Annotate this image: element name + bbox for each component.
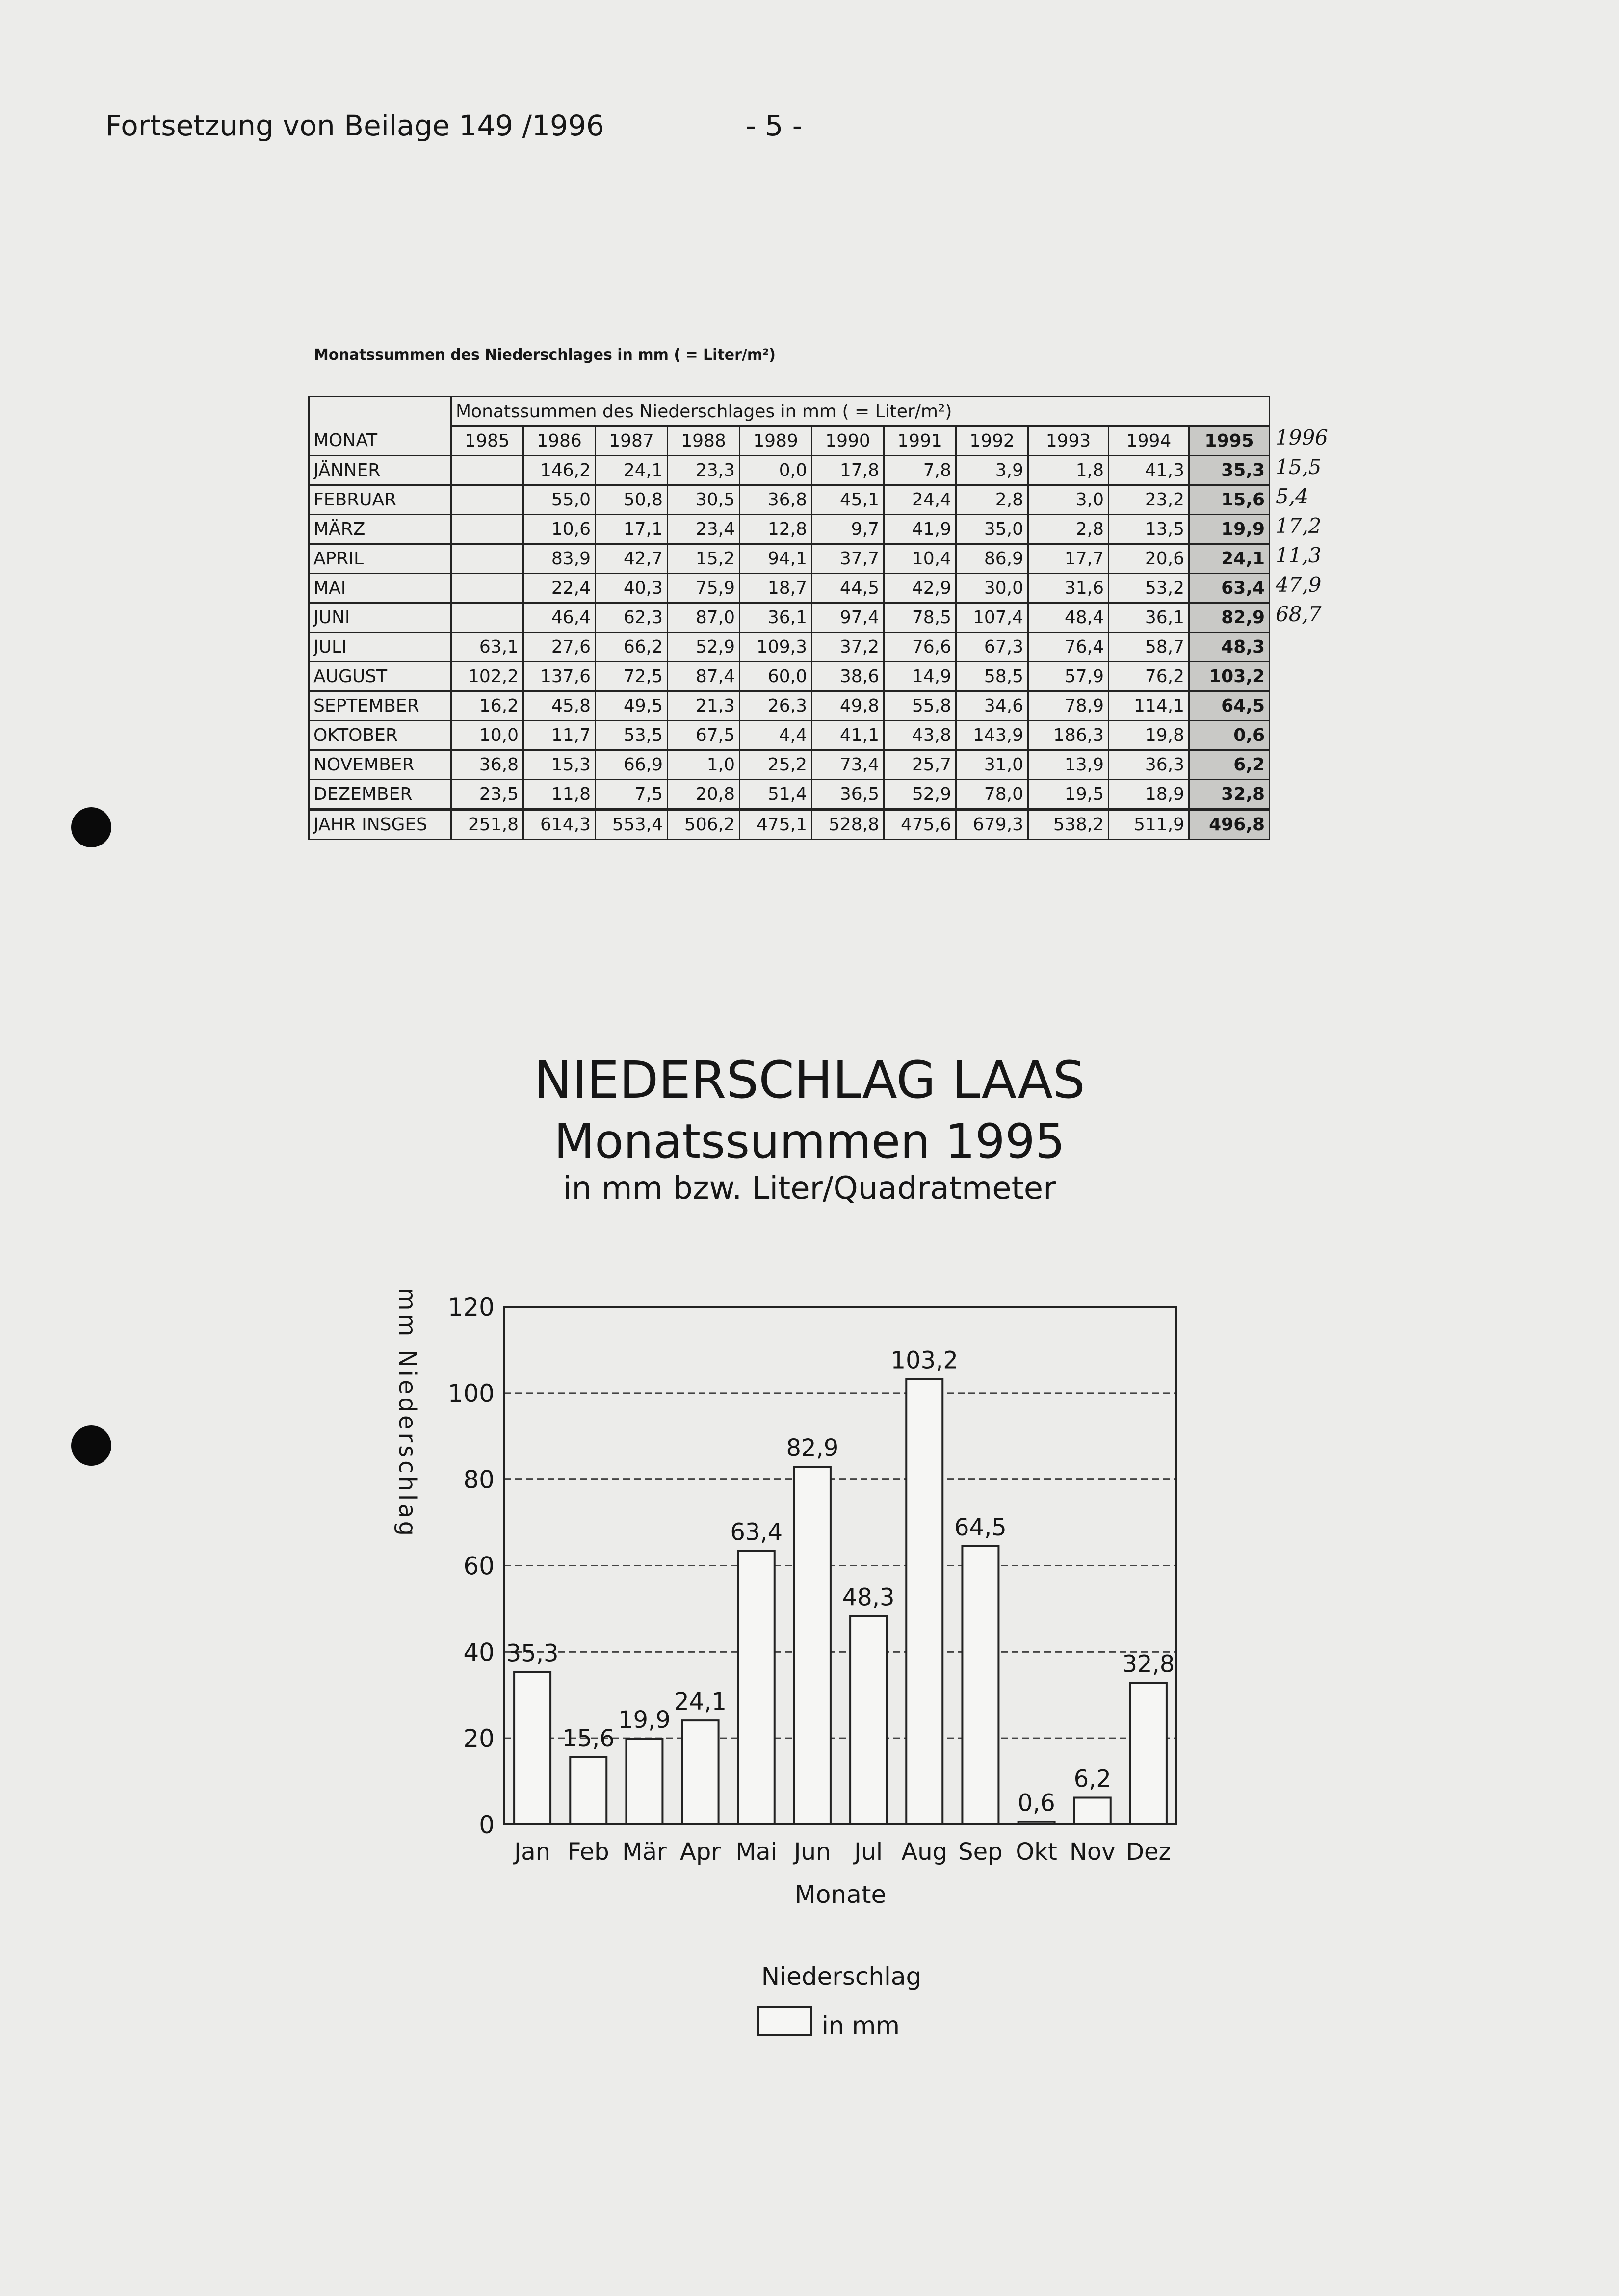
- value-cell: 7,8: [884, 456, 956, 485]
- value-cell: 20,8: [668, 780, 740, 810]
- value-cell: 87,4: [668, 662, 740, 691]
- bar-value-label: 63,4: [730, 1518, 783, 1546]
- value-cell: 78,0: [956, 780, 1028, 810]
- value-cell: 23,3: [668, 456, 740, 485]
- value-cell: 14,9: [884, 662, 956, 691]
- value-cell: 60,0: [740, 662, 812, 691]
- legend-swatch: [758, 2007, 811, 2035]
- value-cell: 37,2: [812, 633, 884, 662]
- year-column-header: 1993: [1028, 426, 1109, 456]
- value-cell: 41,3: [1109, 456, 1189, 485]
- year-column-header: 1991: [884, 426, 956, 456]
- value-cell: 78,5: [884, 603, 956, 633]
- value-cell: 35,0: [956, 515, 1028, 544]
- handwritten-value: 11,3: [1276, 543, 1322, 567]
- chart-title: NIEDERSCHLAG LAAS: [534, 1050, 1085, 1110]
- bar: [794, 1467, 831, 1824]
- value-cell: 45,8: [523, 691, 596, 721]
- value-cell: 11,8: [523, 780, 596, 810]
- value-cell: 64,5: [1189, 691, 1270, 721]
- value-cell: 35,3: [1189, 456, 1270, 485]
- handwritten-value: 47,9: [1276, 573, 1322, 597]
- value-cell: 41,9: [884, 515, 956, 544]
- value-cell: 58,5: [956, 662, 1028, 691]
- bar-value-label: 32,8: [1122, 1650, 1175, 1678]
- value-cell: 52,9: [668, 633, 740, 662]
- value-cell: 36,3: [1109, 750, 1189, 780]
- x-tick-label: Nov: [1069, 1838, 1116, 1866]
- value-cell: 16,2: [451, 691, 523, 721]
- bar: [626, 1739, 662, 1824]
- y-tick-label: 100: [447, 1379, 495, 1408]
- value-cell: 42,7: [596, 544, 668, 574]
- value-cell: 10,4: [884, 544, 956, 574]
- handwritten-year: 1996: [1276, 425, 1328, 449]
- value-cell: 19,9: [1189, 515, 1270, 544]
- x-tick-label: Feb: [567, 1838, 609, 1866]
- value-cell: 553,4: [596, 810, 668, 840]
- value-cell: 25,2: [740, 750, 812, 780]
- year-column-header: 1989: [740, 426, 812, 456]
- value-cell: 78,9: [1028, 691, 1109, 721]
- year-column-header: 1987: [596, 426, 668, 456]
- value-cell: 75,9: [668, 574, 740, 603]
- value-cell: 36,1: [740, 603, 812, 633]
- month-cell: FEBRUAR: [309, 485, 451, 515]
- value-cell: 143,9: [956, 721, 1028, 750]
- value-cell: 24,4: [884, 485, 956, 515]
- bar: [962, 1546, 998, 1824]
- bar: [570, 1757, 606, 1824]
- value-cell: 87,0: [668, 603, 740, 633]
- value-cell: 32,8: [1189, 780, 1270, 810]
- value-cell: 3,9: [956, 456, 1028, 485]
- x-tick-label: Apr: [680, 1838, 721, 1866]
- x-tick-label: Sep: [958, 1838, 1003, 1866]
- value-cell: 63,4: [1189, 574, 1270, 603]
- bar-value-label: 35,3: [506, 1639, 559, 1667]
- year-column-header: 1988: [668, 426, 740, 456]
- header-reference: Fortsetzung von Beilage 149 /1996: [105, 109, 604, 142]
- value-cell: 1,8: [1028, 456, 1109, 485]
- value-cell: 73,4: [812, 750, 884, 780]
- value-cell: 30,5: [668, 485, 740, 515]
- chart-unit-subtitle: in mm bzw. Liter/Quadratmeter: [563, 1170, 1056, 1207]
- value-cell: 12,8: [740, 515, 812, 544]
- value-cell: 25,7: [884, 750, 956, 780]
- month-cell: DEZEMBER: [309, 780, 451, 810]
- value-cell: 9,7: [812, 515, 884, 544]
- value-cell: 31,6: [1028, 574, 1109, 603]
- x-tick-label: Jan: [514, 1838, 551, 1866]
- value-cell: 36,8: [451, 750, 523, 780]
- value-cell: 10,0: [451, 721, 523, 750]
- value-cell: 114,1: [1109, 691, 1189, 721]
- year-column-header: 1985: [451, 426, 523, 456]
- value-cell: 10,6: [523, 515, 596, 544]
- bar-value-label: 19,9: [618, 1706, 671, 1734]
- value-cell: 15,3: [523, 750, 596, 780]
- value-cell: 53,5: [596, 721, 668, 750]
- value-cell: 67,5: [668, 721, 740, 750]
- value-cell: 2,8: [956, 485, 1028, 515]
- x-tick-label: Jun: [794, 1838, 831, 1866]
- x-tick-label: Mai: [735, 1838, 777, 1866]
- bar-value-label: 103,2: [890, 1346, 958, 1374]
- value-cell: 26,3: [740, 691, 812, 721]
- month-cell: MAI: [309, 574, 451, 603]
- value-cell: 107,4: [956, 603, 1028, 633]
- bar-value-label: 15,6: [562, 1724, 615, 1752]
- value-cell: 48,4: [1028, 603, 1109, 633]
- x-tick-label: Aug: [901, 1838, 948, 1866]
- x-tick-label: Mär: [622, 1838, 667, 1866]
- value-cell: 48,3: [1189, 633, 1270, 662]
- value-cell: 94,1: [740, 544, 812, 574]
- value-cell: 23,4: [668, 515, 740, 544]
- value-cell: 34,6: [956, 691, 1028, 721]
- value-cell: 109,3: [740, 633, 812, 662]
- table-group-header: Monatssummen des Niederschlages in mm ( = Liter/m²): [451, 397, 1270, 426]
- bar: [1130, 1683, 1167, 1824]
- value-cell: 3,0: [1028, 485, 1109, 515]
- y-tick-label: 40: [463, 1638, 495, 1667]
- value-cell: 36,8: [740, 485, 812, 515]
- bar: [906, 1379, 942, 1824]
- value-cell: 146,2: [523, 456, 596, 485]
- value-cell: 1,0: [668, 750, 740, 780]
- value-cell: 82,9: [1189, 603, 1270, 633]
- value-cell: 17,7: [1028, 544, 1109, 574]
- month-column-header: MONAT: [309, 426, 451, 456]
- value-cell: 51,4: [740, 780, 812, 810]
- value-cell: 2,8: [1028, 515, 1109, 544]
- value-cell: 538,2: [1028, 810, 1109, 840]
- value-cell: 58,7: [1109, 633, 1189, 662]
- month-cell: APRIL: [309, 544, 451, 574]
- value-cell: 27,6: [523, 633, 596, 662]
- value-cell: 36,5: [812, 780, 884, 810]
- value-cell: 63,1: [451, 633, 523, 662]
- value-cell: 24,1: [1189, 544, 1270, 574]
- value-cell: 475,1: [740, 810, 812, 840]
- value-cell: 31,0: [956, 750, 1028, 780]
- page-number: - 5 -: [746, 109, 803, 142]
- value-cell: 36,1: [1109, 603, 1189, 633]
- bar: [850, 1616, 887, 1824]
- total-label: JAHR INSGES: [309, 810, 451, 840]
- value-cell: 38,6: [812, 662, 884, 691]
- value-cell: 11,7: [523, 721, 596, 750]
- y-tick-label: 120: [447, 1293, 495, 1321]
- value-cell: 37,7: [812, 544, 884, 574]
- handwritten-value: 17,2: [1276, 514, 1322, 538]
- value-cell: 53,2: [1109, 574, 1189, 603]
- legend-entry: in mm: [822, 2011, 900, 2040]
- month-cell: OKTOBER: [309, 721, 451, 750]
- value-cell: 679,3: [956, 810, 1028, 840]
- value-cell: 30,0: [956, 574, 1028, 603]
- value-cell: 42,9: [884, 574, 956, 603]
- bar-value-label: 82,9: [786, 1434, 839, 1462]
- value-cell: 186,3: [1028, 721, 1109, 750]
- month-cell: JÄNNER: [309, 456, 451, 485]
- value-cell: 23,2: [1109, 485, 1189, 515]
- year-column-header: 1990: [812, 426, 884, 456]
- value-cell: 18,9: [1109, 780, 1189, 810]
- bar-value-label: 24,1: [674, 1688, 727, 1716]
- y-tick-label: 20: [463, 1724, 495, 1753]
- value-cell: 97,4: [812, 603, 884, 633]
- value-cell: 13,5: [1109, 515, 1189, 544]
- value-cell: 0,0: [740, 456, 812, 485]
- value-cell: 528,8: [812, 810, 884, 840]
- value-cell: 22,4: [523, 574, 596, 603]
- value-cell: 76,4: [1028, 633, 1109, 662]
- x-tick-label: Dez: [1126, 1838, 1171, 1866]
- value-cell: 614,3: [523, 810, 596, 840]
- value-cell: 137,6: [523, 662, 596, 691]
- value-cell: 496,8: [1189, 810, 1270, 840]
- bar: [738, 1551, 775, 1824]
- value-cell: 72,5: [596, 662, 668, 691]
- value-cell: 21,3: [668, 691, 740, 721]
- value-cell: 15,2: [668, 544, 740, 574]
- bar-value-label: 6,2: [1073, 1765, 1111, 1793]
- value-cell: 43,8: [884, 721, 956, 750]
- value-cell: 7,5: [596, 780, 668, 810]
- value-cell: 19,8: [1109, 721, 1189, 750]
- value-cell: 251,8: [451, 810, 523, 840]
- table-caption: Monatssummen des Niederschlages in mm ( = Liter/m²): [314, 346, 776, 364]
- value-cell: 76,6: [884, 633, 956, 662]
- bar: [682, 1720, 719, 1824]
- value-cell: 40,3: [596, 574, 668, 603]
- value-cell: 67,3: [956, 633, 1028, 662]
- legend-title: Niederschlag: [761, 1962, 922, 1991]
- chart-subtitle: Monatssummen 1995: [554, 1114, 1065, 1169]
- x-tick-label: Okt: [1016, 1838, 1057, 1866]
- value-cell: 86,9: [956, 544, 1028, 574]
- month-cell: JUNI: [309, 603, 451, 633]
- x-axis-label: Monate: [794, 1880, 887, 1909]
- value-cell: 13,9: [1028, 750, 1109, 780]
- bar-value-label: 0,6: [1018, 1789, 1055, 1817]
- year-column-header: 1986: [523, 426, 596, 456]
- value-cell: 506,2: [668, 810, 740, 840]
- value-cell: 66,2: [596, 633, 668, 662]
- y-tick-label: 80: [463, 1465, 495, 1494]
- value-cell: 103,2: [1189, 662, 1270, 691]
- value-cell: 44,5: [812, 574, 884, 603]
- value-cell: 6,2: [1189, 750, 1270, 780]
- value-cell: 102,2: [451, 662, 523, 691]
- y-tick-label: 60: [463, 1552, 495, 1581]
- value-cell: 0,6: [1189, 721, 1270, 750]
- month-cell: SEPTEMBER: [309, 691, 451, 721]
- value-cell: 18,7: [740, 574, 812, 603]
- value-cell: 57,9: [1028, 662, 1109, 691]
- value-cell: 50,8: [596, 485, 668, 515]
- handwritten-value: 68,7: [1276, 602, 1322, 626]
- value-cell: 46,4: [523, 603, 596, 633]
- handwritten-value: 5,4: [1276, 484, 1308, 508]
- month-cell: MÄRZ: [309, 515, 451, 544]
- y-tick-label: 0: [479, 1811, 495, 1839]
- value-cell: 49,5: [596, 691, 668, 721]
- value-cell: 20,6: [1109, 544, 1189, 574]
- handwritten-value: 15,5: [1276, 455, 1322, 479]
- bar: [1074, 1797, 1111, 1824]
- y-axis-label: mm Niederschlag: [393, 1287, 421, 1539]
- value-cell: 45,1: [812, 485, 884, 515]
- bar-value-label: 48,3: [842, 1583, 895, 1611]
- value-cell: 17,8: [812, 456, 884, 485]
- value-cell: 55,8: [884, 691, 956, 721]
- value-cell: 55,0: [523, 485, 596, 515]
- value-cell: 475,6: [884, 810, 956, 840]
- bar: [1018, 1822, 1055, 1824]
- value-cell: 17,1: [596, 515, 668, 544]
- value-cell: 62,3: [596, 603, 668, 633]
- year-column-header: 1995: [1189, 426, 1270, 456]
- month-cell: AUGUST: [309, 662, 451, 691]
- value-cell: 4,4: [740, 721, 812, 750]
- value-cell: 24,1: [596, 456, 668, 485]
- value-cell: 511,9: [1109, 810, 1189, 840]
- value-cell: 15,6: [1189, 485, 1270, 515]
- value-cell: 52,9: [884, 780, 956, 810]
- bar-value-label: 64,5: [954, 1513, 1007, 1541]
- month-cell: NOVEMBER: [309, 750, 451, 780]
- x-tick-label: Jul: [854, 1838, 883, 1866]
- value-cell: 41,1: [812, 721, 884, 750]
- value-cell: 66,9: [596, 750, 668, 780]
- value-cell: 83,9: [523, 544, 596, 574]
- year-column-header: 1992: [956, 426, 1028, 456]
- value-cell: 49,8: [812, 691, 884, 721]
- month-cell: JULI: [309, 633, 451, 662]
- value-cell: 76,2: [1109, 662, 1189, 691]
- value-cell: 23,5: [451, 780, 523, 810]
- value-cell: 19,5: [1028, 780, 1109, 810]
- bar: [514, 1672, 550, 1824]
- year-column-header: 1994: [1109, 426, 1189, 456]
